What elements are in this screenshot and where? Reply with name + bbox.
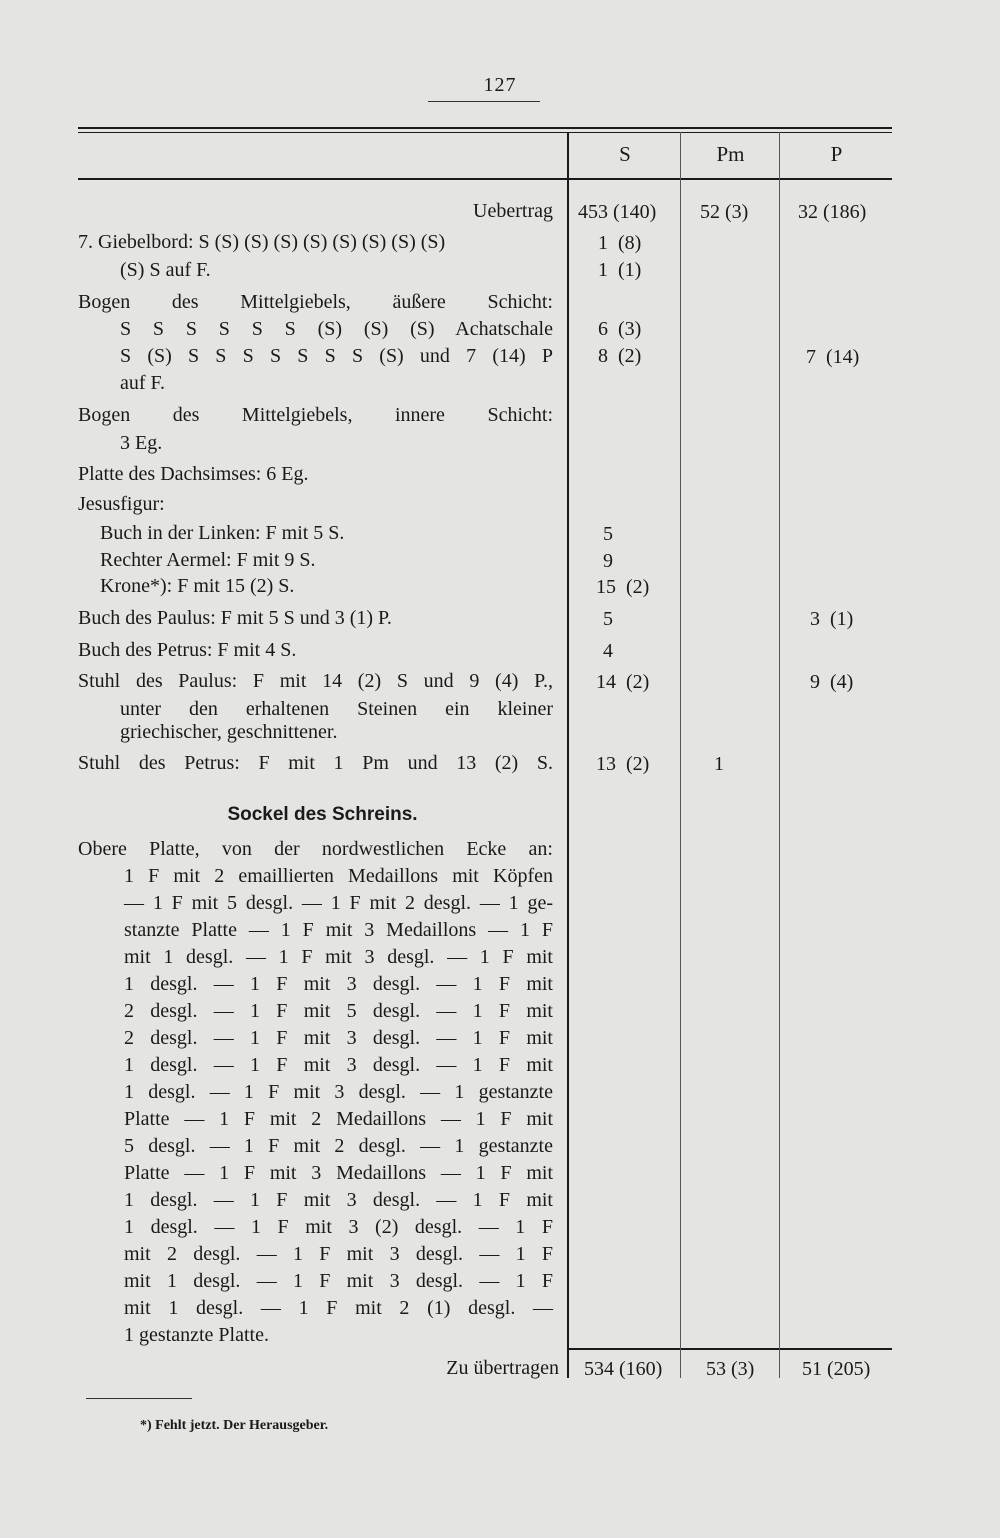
text-line: (S) S auf F.: [120, 259, 211, 281]
sockel-line: 5 desgl. — 1 F mit 2 desgl. — 1 gestanzte: [124, 1135, 553, 1157]
text-line: Bogen des Mittelgiebels, innere Schicht:: [78, 404, 553, 426]
value-s: 8 (2): [598, 345, 642, 367]
table-top-rule-thin: [78, 132, 892, 133]
table-bottom-rule: [568, 1348, 892, 1350]
table-header-rule: [78, 178, 892, 180]
text-line: Stuhl des Petrus: F mit 1 Pm und 13 (2) S.: [78, 752, 553, 774]
carry-in-label: Uebertrag: [473, 200, 553, 222]
column-header-pm: Pm: [716, 142, 745, 166]
sockel-line: mit 1 desgl. — 1 F mit 2 (1) desgl. —: [124, 1297, 553, 1319]
value-s: 6 (3): [598, 318, 642, 340]
footnote-rule: [86, 1398, 192, 1399]
sockel-line: Platte — 1 F mit 2 Medaillons — 1 F mit: [124, 1108, 553, 1130]
text-line: S (S) S S S S S S S (S) und 7 (14) P: [120, 345, 553, 367]
page-number-rule: [428, 101, 540, 102]
text-line: Platte des Dachsimses: 6 Eg.: [78, 463, 309, 485]
column-divider-pm: [680, 132, 681, 1378]
sockel-line: 2 desgl. — 1 F mit 5 desgl. — 1 F mit: [124, 1000, 553, 1022]
page-number: 127: [483, 74, 517, 96]
value-s: 15 (2): [596, 576, 650, 598]
sockel-line: 1 gestanzte Platte.: [124, 1324, 269, 1346]
text-line: Stuhl des Paulus: F mit 14 (2) S und 9 (4) P.,: [78, 670, 553, 692]
text-line: Buch des Petrus: F mit 4 S.: [78, 639, 297, 661]
sockel-line: mit 1 desgl. — 1 F mit 3 desgl. — 1 F mit: [124, 946, 553, 968]
value-p: 7 (14): [806, 346, 860, 368]
sockel-line: — 1 F mit 5 desgl. — 1 F mit 2 desgl. — 1 ge-: [124, 892, 553, 914]
text-line: Krone*): F mit 15 (2) S.: [100, 575, 295, 597]
value-s: 1 (1): [598, 259, 642, 281]
sockel-line: 1 F mit 2 emaillierten Medaillons mit Köpfen: [124, 865, 553, 887]
sockel-line: 1 desgl. — 1 F mit 3 desgl. — 1 F mit: [124, 1189, 553, 1211]
text-line: Bogen des Mittelgiebels, äußere Schicht:: [78, 291, 553, 313]
text-line: auf F.: [120, 372, 166, 394]
section-heading: Sockel des Schreins.: [227, 804, 418, 825]
text-line: 7. Giebelbord: S (S) (S) (S) (S) (S) (S) (S) (S): [78, 231, 446, 253]
value-s: 13 (2): [596, 753, 650, 775]
footnote: *) Fehlt jetzt. Der Herausgeber.: [140, 1418, 329, 1433]
value-s: 5: [603, 523, 613, 545]
sockel-line: 1 desgl. — 1 F mit 3 desgl. — 1 F mit: [124, 1054, 553, 1076]
carry-out-label: Zu übertragen: [446, 1357, 559, 1379]
value-p: 3 (1): [810, 608, 854, 630]
value-s: 4: [603, 640, 613, 662]
text-line: S S S S S S (S) (S) (S) Achatschale: [120, 318, 553, 340]
text-line: unter den erhaltenen Steinen ein kleiner: [120, 698, 553, 720]
sockel-line: Obere Platte, von der nordwestlichen Ecke an:: [78, 838, 553, 860]
carry-out-s: 534 (160): [584, 1358, 663, 1380]
text-line: Rechter Aermel: F mit 9 S.: [100, 549, 316, 571]
carry-out-pm: 53 (3): [706, 1358, 755, 1380]
sockel-line: Platte — 1 F mit 3 Medaillons — 1 F mit: [124, 1162, 553, 1184]
carry-in-p: 32 (186): [798, 201, 867, 223]
sockel-line: mit 1 desgl. — 1 F mit 3 desgl. — 1 F: [124, 1270, 553, 1292]
column-header-s: S: [619, 142, 631, 166]
carry-in-s: 453 (140): [578, 201, 657, 223]
sockel-line: 1 desgl. — 1 F mit 3 desgl. — 1 F mit: [124, 973, 553, 995]
value-s: 5: [603, 608, 613, 630]
carry-out-p: 51 (205): [802, 1358, 871, 1380]
sockel-line: 1 desgl. — 1 F mit 3 desgl. — 1 gestanzte: [124, 1081, 553, 1103]
sockel-line: mit 2 desgl. — 1 F mit 3 desgl. — 1 F: [124, 1243, 553, 1265]
carry-in-pm: 52 (3): [700, 201, 749, 223]
text-line: griechischer, geschnittener.: [120, 721, 338, 743]
sockel-line: stanzte Platte — 1 F mit 3 Medaillons — 1 F: [124, 919, 553, 941]
value-s: 9: [603, 550, 613, 572]
value-s: 14 (2): [596, 671, 650, 693]
sockel-line: 2 desgl. — 1 F mit 3 desgl. — 1 F mit: [124, 1027, 553, 1049]
text-line: Buch des Paulus: F mit 5 S und 3 (1) P.: [78, 607, 392, 629]
value-p: 9 (4): [810, 671, 854, 693]
column-divider-p: [779, 132, 780, 1378]
sockel-line: 1 desgl. — 1 F mit 3 (2) desgl. — 1 F: [124, 1216, 553, 1238]
value-s: 1 (8): [598, 232, 642, 254]
column-header-p: P: [830, 142, 843, 166]
text-line: 3 Eg.: [120, 432, 163, 454]
text-line: Jesusfigur:: [78, 493, 165, 515]
text-line: Buch in der Linken: F mit 5 S.: [100, 522, 345, 544]
table-top-rule: [78, 127, 892, 129]
value-pm: 1: [714, 753, 724, 775]
column-divider-s: [567, 132, 569, 1378]
